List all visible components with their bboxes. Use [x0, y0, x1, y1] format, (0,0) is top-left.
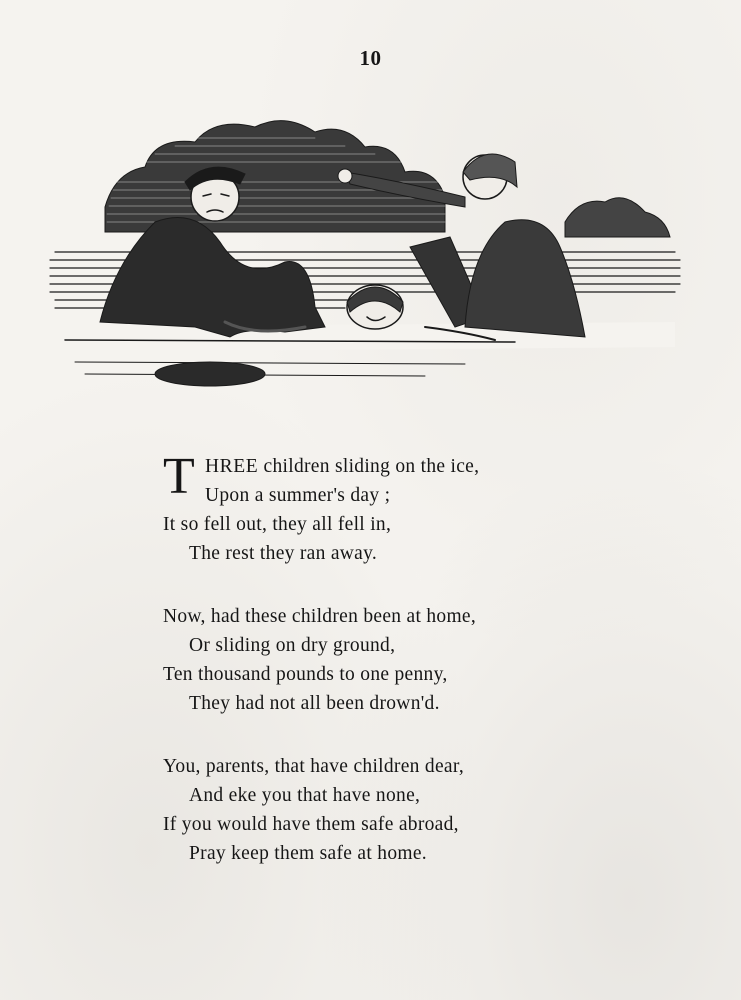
poem-line: And eke you that have none, — [189, 785, 421, 806]
stanza-3 — [163, 752, 683, 868]
woodcut-children-falling-through-ice-icon — [50, 121, 680, 386]
poem-line: Upon a summer's day ; — [205, 485, 391, 506]
poem-line: Or sliding on dry ground, — [189, 635, 396, 656]
poem-line: Now, had these children been at home, — [163, 606, 477, 627]
poem-line: The rest they ran away. — [189, 543, 378, 564]
poem-line: You, parents, that have children dear, — [163, 756, 465, 777]
poem-line-text: children sliding on the ice, — [263, 456, 480, 477]
poem-line: Pray keep them safe at home. — [189, 843, 427, 864]
poem-line: Ten thousand pounds to one penny, — [163, 664, 448, 685]
poem-line: They had not all been drown'd. — [189, 693, 440, 714]
first-word-rest: HREE — [205, 456, 259, 477]
poem — [163, 448, 683, 902]
poem-line: If you would have them safe abroad, — [163, 814, 459, 835]
stanza-1 — [163, 448, 683, 568]
page-number: 10 — [359, 46, 382, 70]
woodcut-illustration — [45, 112, 685, 397]
stanza-2 — [163, 602, 683, 718]
poem-line: It so fell out, they all fell in, — [163, 514, 392, 535]
drop-cap: T — [163, 448, 196, 505]
